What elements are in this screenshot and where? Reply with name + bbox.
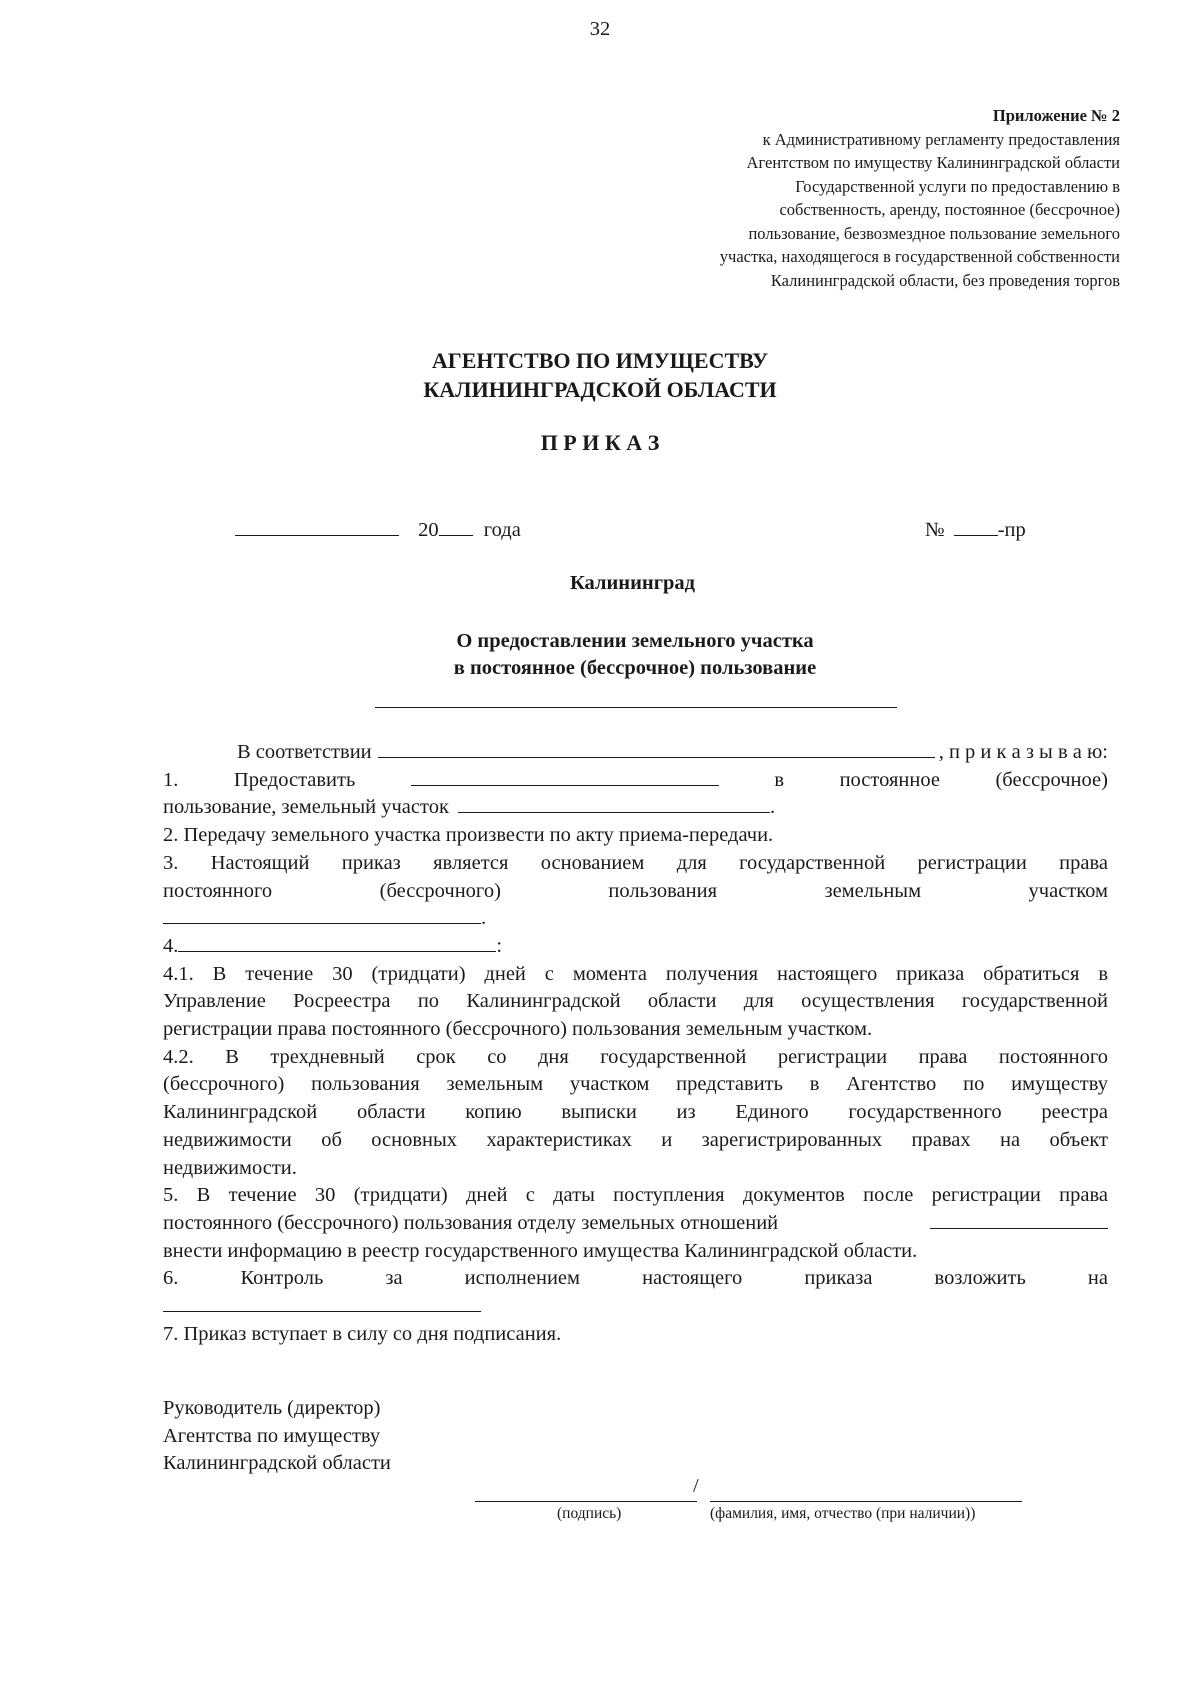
appendix-line: к Административному регламенту предоставления: [762, 129, 1120, 149]
paragraph-1: [163, 767, 1108, 795]
number-blank: [954, 517, 998, 536]
paragraph-5-line1: 5. В течение 30 (тридцати) дней с даты поступления документов после регистрации права: [163, 1184, 1108, 1207]
paragraph-4: [163, 933, 1108, 961]
appendix-block: [720, 104, 1120, 292]
intro-suffix: , п р и к а з ы в а ю:: [938, 741, 1108, 763]
paragraph-1-cont: [163, 794, 1108, 822]
appendix-line: участка, находящегося в государственной собственности: [719, 247, 1120, 266]
paragraph-4-2-last: недвижимости.: [163, 1156, 297, 1179]
signatory-line: Калининградской области: [163, 1452, 391, 1475]
year-suffix: года: [483, 519, 521, 541]
paragraph-3-line3: [163, 905, 1108, 933]
responsible-person-blank: [163, 1293, 481, 1312]
p1-word: 1.: [163, 768, 179, 791]
right-holder-blank: [163, 905, 481, 924]
paragraph-4-2-line: 4.2. В трехдневный срок со дня государственной регистрации права постоянного: [163, 1045, 1108, 1068]
p6-word: 6.: [163, 1267, 179, 1290]
paragraph-4-1-last: регистрации права постоянного (бессрочного) пользования земельным участком.: [163, 1018, 873, 1041]
subject-line: в постоянное (бессрочное) пользование: [453, 657, 817, 679]
p3-word: (бессрочного): [379, 879, 501, 902]
date-field: [235, 517, 521, 542]
paragraph-6-cont: [163, 1293, 1108, 1321]
full-name-line: [710, 1501, 1022, 1502]
page-number: 32: [589, 18, 611, 40]
paragraph-4-2-line: недвижимости об основных характеристиках и зарегистрированных правах на объект: [163, 1128, 1108, 1151]
p3-word: участком: [1028, 879, 1108, 902]
paragraph-2: 2. Передачу земельного участка произвести по акту приема-передачи.: [163, 824, 774, 847]
agency-name: [0, 346, 1200, 404]
appendix-line: Калининградской области, без проведения торгов: [770, 270, 1120, 290]
subject-line: О предоставлении земельного участка: [456, 630, 814, 652]
p3-end: .: [481, 907, 487, 930]
agency-line: АГЕНТСТВО ПО ИМУЩЕСТВУ: [431, 348, 769, 373]
year-blank: [439, 517, 473, 536]
order-number-field: [925, 517, 1026, 542]
agency-line: КАЛИНИНГРАДСКОЙ ОБЛАСТИ: [423, 377, 777, 402]
paragraph-5-line3: внести информацию в реестр государственного имущества Калининградской области.: [163, 1239, 918, 1262]
paragraph-4-2-line: (бессрочного) пользования земельным участком представить в Агентство по имуществу: [163, 1073, 1108, 1096]
p3-word: постоянного: [163, 879, 273, 902]
date-blank: [235, 517, 399, 536]
p4-num: 4.: [163, 934, 179, 957]
document-type: П Р И К А З: [540, 430, 660, 455]
land-plot-blank: [458, 794, 770, 813]
p1-line2: пользование, земельный участок: [163, 796, 449, 819]
paragraph-3-line1: 3. Настоящий приказ является основанием для государственной регистрации права: [163, 851, 1108, 874]
order-subject: [0, 628, 1200, 682]
full-name-caption: (фамилия, имя, отчество (при наличии)): [710, 1505, 976, 1522]
paragraph-5-line2: [163, 1210, 1108, 1238]
p1-word: постоянное: [839, 768, 940, 791]
legal-basis-blank: [378, 739, 935, 758]
p3-word: пользования: [608, 879, 718, 902]
intro-prefix: В соответствии: [237, 741, 372, 763]
paragraph-4-1-line: Управление Росреестра по Калининградской области для осуществления государственной: [163, 990, 1108, 1013]
p1-word: (бессрочное): [995, 768, 1108, 791]
appendix-title: Приложение № 2: [992, 106, 1120, 125]
p6-word: приказа: [804, 1267, 873, 1290]
signature-slash: /: [693, 1475, 699, 1497]
p1-word: Предоставить: [233, 768, 356, 791]
signatory-block: [163, 1395, 391, 1478]
recipient-blank: [411, 767, 719, 786]
appendix-line: Государственной услуги по предоставлению в: [795, 176, 1120, 196]
signatory-line: Руководитель (директор): [163, 1397, 381, 1419]
p4-end: :: [496, 934, 503, 957]
signature-line: [475, 1501, 697, 1502]
p6-word: исполнением: [464, 1267, 581, 1290]
intro-paragraph: [163, 739, 1108, 767]
appendix-line: собственность, аренду, постоянное (бессрочное): [779, 200, 1120, 219]
p6-word: возложить: [934, 1267, 1026, 1290]
p3-word: земельным: [824, 879, 922, 902]
p5-line2-text: постоянного (бессрочного) пользования отделу земельных отношений: [163, 1211, 779, 1234]
p6-word: за: [385, 1267, 403, 1290]
order-body: [163, 739, 1108, 1348]
subject-underline: [375, 707, 897, 708]
municipality-blank: [930, 1210, 1108, 1229]
appendix-line: пользование, безвозмездное пользование земельного: [748, 223, 1120, 243]
paragraph-6: [163, 1265, 1108, 1293]
appendix-line: Агентством по имуществу Калининградской области: [746, 153, 1120, 172]
paragraph-7: 7. Приказ вступает в силу со дня подписания.: [163, 1322, 562, 1345]
number-suffix: -пр: [997, 519, 1026, 541]
signature-caption: (подпись): [557, 1505, 622, 1522]
year-prefix: 20: [418, 519, 439, 541]
p4-blank: [178, 933, 496, 952]
p6-word: на: [1087, 1267, 1108, 1290]
p6-word: настоящего: [642, 1267, 743, 1290]
city: Калининград: [569, 572, 696, 594]
p1-word: в: [774, 768, 785, 791]
paragraph-3-line2: [163, 878, 1108, 906]
signatory-line: Агентства по имуществу: [163, 1424, 381, 1447]
p1-end: .: [770, 796, 776, 819]
paragraph-4-2-line: Калининградской области копию выписки из Единого государственного реестра: [163, 1101, 1108, 1124]
p6-word: Контроль: [240, 1267, 324, 1290]
number-sign: №: [925, 519, 945, 541]
paragraph-4-1-line: 4.1. В течение 30 (тридцати) дней с момента получения настоящего приказа обратиться в: [163, 962, 1108, 985]
